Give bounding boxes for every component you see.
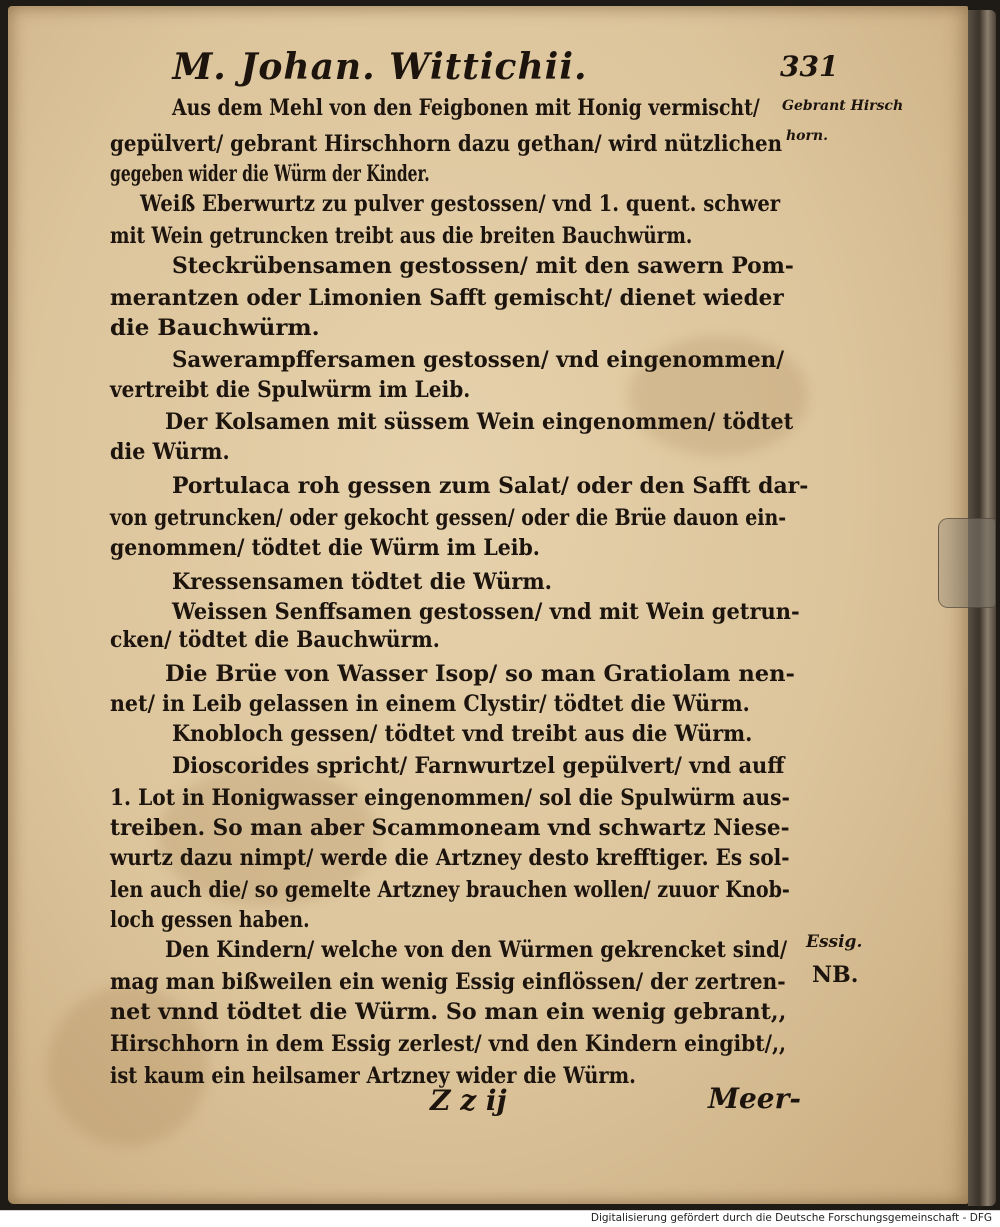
text-line: Dioscorides spricht/ Farnwurtzel gepülvert/ vnd auff [172,753,785,779]
text-line: Der Kolsamen mit süssem Wein eingenommen/ tödtet [165,409,794,435]
text-line: gegeben wider die Würm der Kinder. [110,161,430,187]
digitization-footer [0,1210,1000,1227]
text-line: gepülvert/ gebrant Hirschhorn dazu gethan/ wird nützlichen [110,131,783,157]
bookmark-tab [938,518,996,608]
running-head: M. Johan. Wittichii. [172,46,588,88]
text-line: Sawerampffersamen gestossen/ vnd eingenommen/ [172,347,784,373]
text-line: loch gessen haben. [110,907,310,933]
text-line: Den Kindern/ welche von den Würmen gekrencket sind/ [165,937,788,963]
text-line: mag man bißweilen ein wenig Essig einflössen/ der zertren- [110,969,786,995]
text-line: cken/ tödtet die Bauchwürm. [110,627,440,653]
text-line: Weissen Senffsamen gestossen/ vnd mit Wein getrun- [172,599,800,625]
catchword: Meer- [708,1082,801,1115]
book-fore-edge [968,10,996,1206]
page-number: 331 [780,50,839,83]
text-line: net/ in Leib gelassen in einem Clystir/ tödtet die Würm. [110,691,750,717]
text-line: wurtz dazu nimpt/ werde die Artzney desto krefftiger. Es sol- [110,845,790,871]
text-line: die Bauchwürm. [110,315,320,341]
text-line: die Würm. [110,439,230,465]
text-line: Knobloch gessen/ tödtet vnd treibt aus die Würm. [172,721,753,747]
margin-note-essig: Essig. [806,932,863,952]
text-line: genommen/ tödtet die Würm im Leib. [110,535,540,561]
text-line: Die Brüe von Wasser Isop/ so man Gratiolam nen- [165,661,795,687]
text-line: 1. Lot in Honigwasser eingenommen/ sol die Spulwürm aus- [110,785,790,811]
text-line: ist kaum ein heilsamer Artzney wider die Würm. [110,1063,636,1089]
text-line: len auch die/ so gemelte Artzney brauchen wollen/ zuuor Knob- [110,877,790,903]
text-line: von getruncken/ oder gekocht gessen/ oder die Brüe dauon ein- [110,505,787,531]
text-line: Hirschhorn in dem Essig zerlest/ vnd den Kindern eingibt/,, [110,1031,787,1057]
footer-credit: Digitalisierung gefördert durch die Deutsche Forschungsgemeinschaft - DFG [590,1212,992,1224]
text-line: Portulaca roh gessen zum Salat/ oder den Safft dar- [172,473,809,499]
margin-note-hirschhorn: Gebrant Hirsch [782,98,904,114]
text-line: Weiß Eberwurtz zu pulver gestossen/ vnd 1. quent. schwer [140,191,781,217]
text-line: treiben. So man aber Scammoneam vnd schwartz Niese- [110,815,790,841]
text-line: mit Wein getruncken treibt aus die breiten Bauchwürm. [110,223,693,249]
text-line: Steckrübensamen gestossen/ mit den sawern Pom- [172,253,794,279]
text-line: Aus dem Mehl von den Feigbonen mit Honig vermischt/ [172,95,760,121]
text-line: merantzen oder Limonien Safft gemischt/ dienet wieder [110,285,784,311]
text-line: Kressensamen tödtet die Würm. [172,569,552,595]
signature-mark: Z z ij [430,1084,507,1117]
text-line: vertreibt die Spulwürm im Leib. [110,377,471,403]
margin-note-hirschhorn-cont: horn. [786,128,828,144]
margin-note-nb: NB. [812,962,859,988]
text-line: net vnnd tödtet die Würm. So man ein wenig gebrant,, [110,999,787,1025]
